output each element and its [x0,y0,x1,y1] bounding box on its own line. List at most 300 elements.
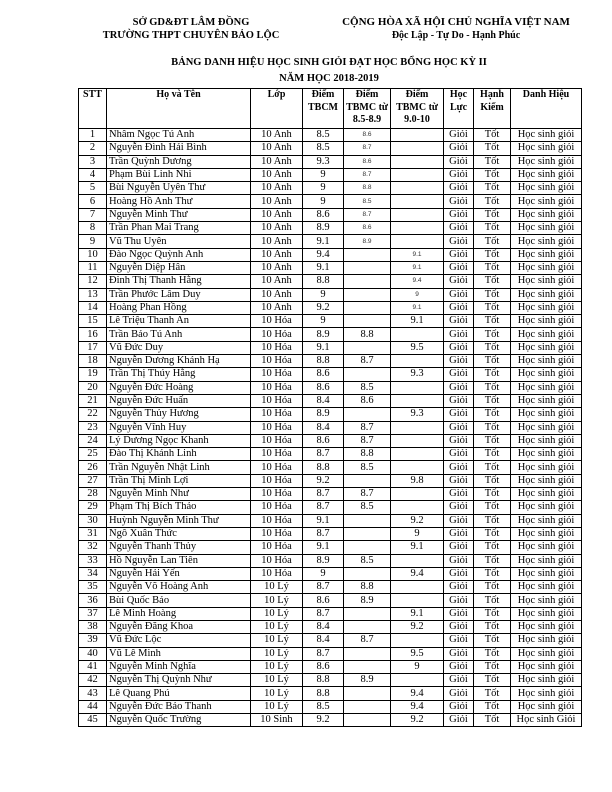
stt-cell: 15 [79,315,107,328]
stt-cell: 28 [79,488,107,501]
danh-hieu-cell: Học sinh Giỏi [511,714,582,727]
danh-hieu-cell: Học sinh giỏi [511,594,582,607]
name-cell: Vũ Lê Minh [107,647,251,660]
tbmc-85-cell: 8.9 [344,235,391,248]
tbcm-cell: 9.1 [303,341,344,354]
hoc-luc-cell: Giỏi [444,660,474,673]
tbmc-90-cell: 9.1 [391,315,444,328]
hoc-luc-cell: Giỏi [444,261,474,274]
class-cell: 10 Anh [251,275,303,288]
hoc-luc-cell: Giỏi [444,368,474,381]
tbmc-85-cell: 8.7 [344,634,391,647]
tbmc-90-cell [391,235,444,248]
name-cell: Nguyễn Thanh Thủy [107,541,251,554]
hoc-luc-cell: Giỏi [444,195,474,208]
col-class-header: Lớp [251,89,303,129]
tbmc-85-cell [344,301,391,314]
stt-cell: 18 [79,355,107,368]
danh-hieu-cell: Học sinh giỏi [511,381,582,394]
tbmc-90-cell: 9.5 [391,647,444,660]
tbcm-cell: 9.1 [303,235,344,248]
hoc-luc-cell: Giỏi [444,700,474,713]
name-cell: Nguyễn Đức Bảo Thanh [107,700,251,713]
hanh-kiem-cell: Tốt [474,581,511,594]
hoc-luc-cell: Giỏi [444,647,474,660]
tbmc-85-cell: 8.5 [344,195,391,208]
tbcm-cell: 8.6 [303,381,344,394]
danh-hieu-cell: Học sinh giỏi [511,355,582,368]
hoc-luc-cell: Giỏi [444,182,474,195]
stt-cell: 11 [79,261,107,274]
tbcm-cell: 9.3 [303,155,344,168]
stt-cell: 32 [79,541,107,554]
tbmc-90-cell [391,594,444,607]
tbmc-85-cell: 8.9 [344,594,391,607]
name-cell: Lê Quang Phú [107,687,251,700]
tbmc-90-cell: 9.4 [391,700,444,713]
col-tbmc-90-header: Điểm TBMC từ 9.0-10 [391,89,444,129]
danh-hieu-cell: Học sinh giỏi [511,501,582,514]
hanh-kiem-cell: Tốt [474,355,511,368]
tbmc-85-cell: 8.7 [344,434,391,447]
stt-cell: 33 [79,554,107,567]
tbcm-cell: 8.4 [303,634,344,647]
tbcm-cell: 8.9 [303,554,344,567]
national-motto: Độc Lập - Tự Do - Hạnh Phúc [391,30,521,41]
name-cell: Trần Thị Minh Lợi [107,474,251,487]
danh-hieu-cell: Học sinh giỏi [511,142,582,155]
table-header-row [79,89,582,129]
hoc-luc-cell: Giỏi [444,634,474,647]
table-row [79,168,582,181]
tbmc-85-cell: 8.6 [344,155,391,168]
danh-hieu-cell: Học sinh giỏi [511,674,582,687]
table-row [79,288,582,301]
danh-hieu-cell: Học sinh giỏi [511,368,582,381]
stt-cell: 10 [79,248,107,261]
hanh-kiem-cell: Tốt [474,288,511,301]
name-cell: Trần Quỳnh Dương [107,155,251,168]
tbcm-cell: 8.9 [303,328,344,341]
hanh-kiem-cell: Tốt [474,368,511,381]
table-row [79,142,582,155]
class-cell: 10 Hóa [251,448,303,461]
tbmc-85-cell [344,315,391,328]
stt-cell: 42 [79,674,107,687]
tbcm-cell: 9.1 [303,261,344,274]
tbcm-cell: 9.2 [303,474,344,487]
name-cell: Huỳnh Nguyễn Minh Thư [107,514,251,527]
hoc-luc-cell: Giỏi [444,142,474,155]
class-cell: 10 Hóa [251,341,303,354]
stt-cell: 30 [79,514,107,527]
class-cell: 10 Hóa [251,488,303,501]
tbmc-90-cell: 9.4 [391,275,444,288]
hoc-luc-cell: Giỏi [444,554,474,567]
hoc-luc-cell: Giỏi [444,594,474,607]
table-row [79,541,582,554]
class-cell: 10 Anh [251,261,303,274]
stt-cell: 16 [79,328,107,341]
class-cell: 10 Anh [251,288,303,301]
hanh-kiem-cell: Tốt [474,554,511,567]
table-row [79,488,582,501]
class-cell: 10 Hóa [251,328,303,341]
tbmc-85-cell [344,248,391,261]
tbmc-90-cell: 9.3 [391,368,444,381]
tbmc-90-cell: 9.2 [391,714,444,727]
tbmc-85-cell: 8.6 [344,394,391,407]
class-cell: 10 Anh [251,129,303,142]
tbmc-90-cell [391,142,444,155]
hoc-luc-cell: Giỏi [444,514,474,527]
hanh-kiem-cell: Tốt [474,634,511,647]
hanh-kiem-cell: Tốt [474,660,511,673]
tbcm-cell: 8.6 [303,660,344,673]
hoc-luc-cell: Giỏi [444,155,474,168]
name-cell: Nguyễn Thủy Hương [107,408,251,421]
danh-hieu-cell: Học sinh giỏi [511,222,582,235]
tbcm-cell: 8.6 [303,368,344,381]
table-row [79,674,582,687]
tbmc-85-cell [344,714,391,727]
hanh-kiem-cell: Tốt [474,527,511,540]
danh-hieu-cell: Học sinh giỏi [511,620,582,633]
tbmc-90-cell [391,634,444,647]
danh-hieu-cell: Học sinh giỏi [511,647,582,660]
class-cell: 10 Lý [251,594,303,607]
hoc-luc-cell: Giỏi [444,381,474,394]
tbcm-cell: 9 [303,567,344,580]
document-title: BẢNG DANH HIỆU HỌC SINH GIỎI ĐẠT HỌC BỔNG HỌC KỲ II [171,57,487,68]
tbcm-cell: 8.8 [303,461,344,474]
tbmc-90-cell [391,448,444,461]
hoc-luc-cell: Giỏi [444,501,474,514]
hoc-luc-cell: Giỏi [444,341,474,354]
tbcm-cell: 9 [303,182,344,195]
stt-cell: 19 [79,368,107,381]
tbmc-85-cell: 8.7 [344,421,391,434]
tbmc-90-cell: 9.4 [391,567,444,580]
danh-hieu-cell: Học sinh giỏi [511,408,582,421]
school-year: NĂM HỌC 2018-2019 [279,73,379,84]
hanh-kiem-cell: Tốt [474,394,511,407]
hoc-luc-cell: Giỏi [444,714,474,727]
hoc-luc-cell: Giỏi [444,474,474,487]
tbmc-85-cell [344,474,391,487]
tbcm-cell: 8.7 [303,501,344,514]
hanh-kiem-cell: Tốt [474,488,511,501]
col-tbcm-header: Điểm TBCM [303,89,344,129]
name-cell: Phạm Thị Bích Thảo [107,501,251,514]
hanh-kiem-cell: Tốt [474,222,511,235]
hanh-kiem-cell: Tốt [474,620,511,633]
tbcm-cell: 8.8 [303,674,344,687]
tbmc-85-cell: 8.7 [344,208,391,221]
danh-hieu-cell: Học sinh giỏi [511,634,582,647]
hanh-kiem-cell: Tốt [474,448,511,461]
tbcm-cell: 8.7 [303,488,344,501]
name-cell: Nguyễn Dương Khánh Hạ [107,355,251,368]
danh-hieu-cell: Học sinh giỏi [511,488,582,501]
table-row [79,660,582,673]
hoc-luc-cell: Giỏi [444,394,474,407]
name-cell: Nguyễn Đức Hoàng [107,381,251,394]
table-row [79,421,582,434]
danh-hieu-cell: Học sinh giỏi [511,182,582,195]
name-cell: Nguyễn Minh Nghĩa [107,660,251,673]
table-row [79,235,582,248]
class-cell: 10 Hóa [251,315,303,328]
col-name-header: Họ và Tên [107,89,251,129]
tbmc-90-cell [391,421,444,434]
danh-hieu-cell: Học sinh giỏi [511,275,582,288]
hanh-kiem-cell: Tốt [474,381,511,394]
tbmc-85-cell: 8.5 [344,554,391,567]
stt-cell: 5 [79,182,107,195]
name-cell: Lý Dương Ngọc Khanh [107,434,251,447]
name-cell: Lê Triệu Thanh An [107,315,251,328]
col-danh-hieu-header: Danh Hiệu [511,89,582,129]
tbmc-90-cell: 9.2 [391,620,444,633]
tbcm-cell: 8.5 [303,700,344,713]
tbmc-85-cell: 8.7 [344,355,391,368]
table-row [79,501,582,514]
table-row [79,607,582,620]
tbmc-90-cell [391,182,444,195]
tbmc-90-cell [391,501,444,514]
danh-hieu-cell: Học sinh giỏi [511,195,582,208]
stt-cell: 20 [79,381,107,394]
tbcm-cell: 8.7 [303,448,344,461]
tbmc-85-cell [344,607,391,620]
class-cell: 10 Anh [251,142,303,155]
hoc-luc-cell: Giỏi [444,527,474,540]
tbmc-85-cell: 8.6 [344,222,391,235]
stt-cell: 34 [79,567,107,580]
class-cell: 10 Hóa [251,408,303,421]
stt-cell: 41 [79,660,107,673]
hanh-kiem-cell: Tốt [474,408,511,421]
danh-hieu-cell: Học sinh giỏi [511,394,582,407]
hoc-luc-cell: Giỏi [444,288,474,301]
tbmc-90-cell [391,328,444,341]
table-row [79,527,582,540]
hanh-kiem-cell: Tốt [474,195,511,208]
class-cell: 10 Anh [251,155,303,168]
hanh-kiem-cell: Tốt [474,594,511,607]
tbmc-90-cell [391,581,444,594]
stt-cell: 22 [79,408,107,421]
tbmc-90-cell [391,155,444,168]
tbmc-90-cell: 9 [391,288,444,301]
col-hanh-kiem-header: Hạnh Kiểm [474,89,511,129]
name-cell: Vũ Thu Uyên [107,235,251,248]
class-cell: 10 Lý [251,674,303,687]
hoc-luc-cell: Giỏi [444,567,474,580]
tbmc-85-cell [344,288,391,301]
tbmc-90-cell [391,222,444,235]
tbmc-90-cell: 9.3 [391,408,444,421]
table-row [79,368,582,381]
hanh-kiem-cell: Tốt [474,155,511,168]
tbmc-85-cell [344,700,391,713]
tbcm-cell: 8.7 [303,527,344,540]
name-cell: Trần Phước Lâm Duy [107,288,251,301]
danh-hieu-cell: Học sinh giỏi [511,527,582,540]
name-cell: Nguyễn Vĩnh Huy [107,421,251,434]
hanh-kiem-cell: Tốt [474,182,511,195]
name-cell: Nguyễn Hải Yến [107,567,251,580]
table-row [79,408,582,421]
table-row [79,474,582,487]
stt-cell: 27 [79,474,107,487]
danh-hieu-cell: Học sinh giỏi [511,248,582,261]
name-cell: Bùi Quốc Bảo [107,594,251,607]
name-cell: Hoàng Phan Hồng [107,301,251,314]
stt-cell: 23 [79,421,107,434]
table-row [79,647,582,660]
name-cell: Hồ Nguyễn Lan Tiên [107,554,251,567]
stt-cell: 26 [79,461,107,474]
name-cell: Nguyễn Quốc Trường [107,714,251,727]
class-cell: 10 Lý [251,620,303,633]
danh-hieu-cell: Học sinh giỏi [511,474,582,487]
table-row [79,182,582,195]
tbmc-90-cell [391,195,444,208]
table-row [79,461,582,474]
danh-hieu-cell: Học sinh giỏi [511,235,582,248]
tbmc-85-cell [344,514,391,527]
table-row [79,195,582,208]
name-cell: Ngô Xuân Thức [107,527,251,540]
tbcm-cell: 9 [303,315,344,328]
tbcm-cell: 8.7 [303,607,344,620]
stt-cell: 2 [79,142,107,155]
name-cell: Phạm Bùi Linh Nhi [107,168,251,181]
department-name: SỞ GD&ĐT LÂM ĐỒNG [132,17,250,28]
class-cell: 10 Hóa [251,421,303,434]
hanh-kiem-cell: Tốt [474,168,511,181]
tbmc-85-cell [344,567,391,580]
name-cell: Hoàng Hồ Anh Thư [107,195,251,208]
hoc-luc-cell: Giỏi [444,235,474,248]
hoc-luc-cell: Giỏi [444,461,474,474]
stt-cell: 4 [79,168,107,181]
table-row [79,315,582,328]
class-cell: 10 Hóa [251,554,303,567]
tbcm-cell: 8.8 [303,275,344,288]
tbmc-90-cell [391,129,444,142]
tbmc-85-cell: 8.7 [344,168,391,181]
tbmc-90-cell [391,208,444,221]
hanh-kiem-cell: Tốt [474,647,511,660]
tbmc-85-cell [344,660,391,673]
name-cell: Nguyễn Đình Hải Bình [107,142,251,155]
tbmc-90-cell [391,394,444,407]
hoc-luc-cell: Giỏi [444,208,474,221]
col-tbmc-85-header: Điểm TBMC từ 8.5-8.9 [344,89,391,129]
tbmc-90-cell: 9.8 [391,474,444,487]
tbmc-90-cell [391,461,444,474]
tbmc-90-cell: 9.1 [391,541,444,554]
tbmc-85-cell: 8.8 [344,182,391,195]
table-row [79,341,582,354]
tbcm-cell: 8.6 [303,208,344,221]
tbcm-cell: 9 [303,195,344,208]
danh-hieu-cell: Học sinh giỏi [511,129,582,142]
name-cell: Trần Bảo Tú Anh [107,328,251,341]
tbmc-85-cell: 8.8 [344,328,391,341]
hanh-kiem-cell: Tốt [474,261,511,274]
tbmc-85-cell [344,687,391,700]
tbcm-cell: 8.6 [303,594,344,607]
class-cell: 10 Lý [251,647,303,660]
class-cell: 10 Lý [251,634,303,647]
hanh-kiem-cell: Tốt [474,341,511,354]
stt-cell: 8 [79,222,107,235]
hanh-kiem-cell: Tốt [474,129,511,142]
class-cell: 10 Anh [251,168,303,181]
class-cell: 10 Lý [251,700,303,713]
tbmc-90-cell: 9.4 [391,687,444,700]
stt-cell: 12 [79,275,107,288]
stt-cell: 45 [79,714,107,727]
hanh-kiem-cell: Tốt [474,434,511,447]
hoc-luc-cell: Giỏi [444,607,474,620]
tbmc-85-cell: 8.5 [344,461,391,474]
hanh-kiem-cell: Tốt [474,275,511,288]
table-row [79,700,582,713]
table-row [79,381,582,394]
stt-cell: 14 [79,301,107,314]
class-cell: 10 Hóa [251,527,303,540]
col-hoc-luc-header: Học Lực [444,89,474,129]
table-row [79,594,582,607]
class-cell: 10 Hóa [251,434,303,447]
table-row [79,222,582,235]
hanh-kiem-cell: Tốt [474,248,511,261]
danh-hieu-cell: Học sinh giỏi [511,581,582,594]
name-cell: Đinh Thị Thanh Hằng [107,275,251,288]
tbcm-cell: 8.7 [303,647,344,660]
class-cell: 10 Hóa [251,355,303,368]
stt-cell: 36 [79,594,107,607]
tbmc-90-cell: 9.1 [391,248,444,261]
class-cell: 10 Anh [251,195,303,208]
hanh-kiem-cell: Tốt [474,328,511,341]
name-cell: Nguyễn Minh Như [107,488,251,501]
name-cell: Nguyễn Minh Thư [107,208,251,221]
hanh-kiem-cell: Tốt [474,687,511,700]
class-cell: 10 Anh [251,301,303,314]
class-cell: 10 Hóa [251,461,303,474]
tbmc-85-cell: 8.8 [344,581,391,594]
hoc-luc-cell: Giỏi [444,248,474,261]
stt-cell: 43 [79,687,107,700]
hanh-kiem-cell: Tốt [474,474,511,487]
table-row [79,620,582,633]
hanh-kiem-cell: Tốt [474,208,511,221]
stt-cell: 7 [79,208,107,221]
danh-hieu-cell: Học sinh giỏi [511,155,582,168]
name-cell: Nguyễn Võ Hoàng Anh [107,581,251,594]
tbmc-85-cell [344,527,391,540]
hanh-kiem-cell: Tốt [474,301,511,314]
tbmc-90-cell [391,554,444,567]
tbcm-cell: 8.7 [303,581,344,594]
hoc-luc-cell: Giỏi [444,301,474,314]
